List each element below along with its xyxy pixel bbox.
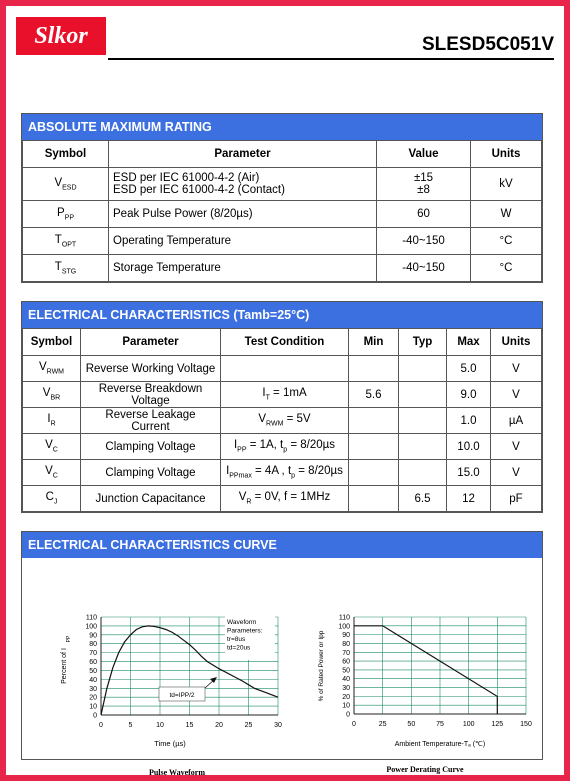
unit-cell: pF (491, 486, 542, 512)
unit-cell: V (491, 356, 542, 382)
col-header: Parameter (109, 141, 377, 168)
y-tick-label: 110 (338, 614, 350, 622)
legend-line: Parameters: (227, 627, 263, 635)
max-cell: 10.0 (447, 434, 491, 460)
y-tick-label: 110 (85, 614, 97, 622)
condition-cell: $V_R = 0V$, f = 1MHz (221, 486, 349, 512)
value-cell: -40~150 (377, 228, 471, 255)
elec-char-section (21, 301, 543, 513)
unit-cell: kV (471, 168, 542, 201)
condition-cell: $I_{PPmax} = 4A$ , $t_p = 8/20\mu s$ (221, 460, 349, 486)
curves-canvas (22, 559, 542, 777)
legend-line: Waveform (227, 619, 257, 626)
y-tick-label: 20 (342, 693, 350, 701)
min-cell (349, 434, 399, 460)
logo-text: Slkor (34, 23, 88, 49)
y-tick-label: 30 (342, 685, 350, 693)
chart-caption: Pulse Waveform (148, 768, 206, 777)
col-header: Test Condition (221, 329, 349, 356)
table-row (23, 486, 542, 512)
legend-line: td=20us (227, 644, 251, 652)
unit-cell: W (471, 201, 542, 228)
table-header-row (23, 329, 542, 356)
x-tick-label: 25 (244, 722, 253, 729)
min-cell (349, 486, 399, 512)
parameter-cell: Storage Temperature (109, 255, 377, 282)
table-row (23, 408, 542, 434)
chart-caption: Power Derating Curve (386, 765, 464, 774)
table-header-row (23, 141, 542, 168)
table-row (23, 434, 542, 460)
y-tick-label: 70 (342, 649, 350, 657)
x-tick-label: 30 (274, 722, 282, 729)
y-tick-label: 50 (342, 667, 350, 675)
typ-cell (399, 382, 447, 408)
x-tick-label: 10 (156, 722, 164, 729)
y-tick-label: 60 (342, 658, 350, 666)
y-tick-label: 0 (93, 712, 97, 720)
max-cell: 5.0 (447, 356, 491, 382)
parameter-cell: Peak Pulse Power (8/20µs) (109, 201, 377, 228)
x-tick-label: 25 (378, 721, 387, 728)
col-header: Parameter (81, 329, 221, 356)
unit-cell: V (491, 460, 542, 486)
y-tick-label: 10 (89, 703, 97, 711)
typ-cell (399, 356, 447, 382)
x-axis-label: Ambient Temperature-Tₐ (℃) (394, 741, 486, 748)
col-header: Typ (399, 329, 447, 356)
parameter-cell: Reverse Leakage Current (81, 408, 221, 434)
table-row (23, 356, 542, 382)
y-axis-label-subscript: PP (66, 635, 72, 643)
y-tick-label: 90 (89, 632, 97, 640)
y-tick-label: 80 (342, 640, 350, 648)
min-cell (349, 460, 399, 486)
brand-logo (16, 17, 106, 55)
col-header: Symbol (23, 141, 109, 168)
typ-cell: 6.5 (399, 486, 447, 512)
typ-cell (399, 460, 447, 486)
y-tick-label: 50 (89, 667, 97, 675)
x-axis-label: Time (µs) (154, 739, 186, 748)
symbol-cell: $P_{PP}$ (23, 201, 109, 228)
max-cell: 1.0 (447, 408, 491, 434)
annotation-label: td=IPP/2 (169, 692, 195, 699)
col-header: Max (447, 329, 491, 356)
y-tick-label: 0 (346, 711, 350, 719)
typ-cell (399, 434, 447, 460)
table-row (23, 168, 542, 201)
symbol-cell: $T_{STG}$ (23, 255, 109, 282)
y-tick-label: 100 (85, 623, 97, 631)
min-cell (349, 408, 399, 434)
unit-cell: V (491, 434, 542, 460)
condition-cell: $I_{PP} = 1A$, $t_p = 8/20\mu s$ (221, 434, 349, 460)
table-row (23, 201, 542, 228)
parameter-cell: ESD per IEC 61000-4-2 (Air) ESD per IEC 61000-4-2 (Contact) (109, 168, 377, 201)
min-cell: 5.6 (349, 382, 399, 408)
condition-cell: $V_{RWM} = 5V$ (221, 408, 349, 434)
parameter-cell: Junction Capacitance (81, 486, 221, 512)
unit-cell: °C (471, 228, 542, 255)
value-cell: ±15 ±8 (377, 168, 471, 201)
x-tick-label: 20 (215, 722, 223, 729)
x-tick-label: 125 (491, 721, 504, 728)
y-tick-label: 70 (89, 650, 97, 658)
symbol-cell: $I_R$ (23, 408, 81, 434)
y-axis-label: Percent of I (61, 648, 68, 684)
symbol-cell: $V_C$ (23, 434, 81, 460)
y-tick-label: 60 (89, 659, 97, 667)
max-cell: 9.0 (447, 382, 491, 408)
parameter-cell: Operating Temperature (109, 228, 377, 255)
condition-cell (221, 356, 349, 382)
x-tick-label: 150 (520, 721, 532, 728)
y-tick-label: 40 (89, 676, 97, 684)
table-row (23, 382, 542, 408)
max-cell: 15.0 (447, 460, 491, 486)
col-header: Value (377, 141, 471, 168)
elec-char-title: ELECTRICAL CHARACTERISTICS (Tamb=25°C) (22, 302, 542, 328)
parameter-cell: Reverse Breakdown Voltage (81, 382, 221, 408)
typ-cell (399, 408, 447, 434)
legend-line: tr=8us (227, 636, 246, 643)
parameter-cell: Clamping Voltage (81, 434, 221, 460)
y-tick-label: 40 (342, 676, 350, 684)
symbol-cell: $V_{ESD}$ (23, 168, 109, 201)
x-tick-label: 50 (407, 721, 416, 728)
y-tick-label: 90 (342, 632, 350, 640)
y-tick-label: 10 (342, 702, 350, 710)
min-cell (349, 356, 399, 382)
symbol-cell: $T_{OPT}$ (23, 228, 109, 255)
x-tick-label: 0 (352, 721, 356, 728)
max-cell: 12 (447, 486, 491, 512)
y-tick-label: 100 (338, 623, 350, 631)
parameter-cell: Reverse Working Voltage (81, 356, 221, 382)
elec-char-table (22, 328, 542, 512)
unit-cell: °C (471, 255, 542, 282)
y-axis-label: % of Rated Power or Ipp (318, 630, 325, 702)
y-tick-label: 30 (89, 685, 97, 693)
col-header: Min (349, 329, 399, 356)
x-tick-label: 15 (185, 722, 194, 729)
x-tick-label: 0 (99, 722, 103, 729)
value-cell: -40~150 (377, 255, 471, 282)
curves-section (21, 531, 543, 777)
value-cell: 60 (377, 201, 471, 228)
symbol-cell: $V_{BR}$ (23, 382, 81, 408)
y-tick-label: 20 (89, 694, 97, 702)
unit-cell: µA (491, 408, 542, 434)
curves-title: ELECTRICAL CHARACTERISTICS CURVE (22, 532, 542, 558)
symbol-cell: $V_{RWM}$ (23, 356, 81, 382)
condition-cell: $I_T = 1mA$ (221, 382, 349, 408)
parameter-cell: Clamping Voltage (81, 460, 221, 486)
header-rule (108, 58, 554, 60)
y-tick-label: 80 (89, 641, 97, 649)
unit-cell: V (491, 382, 542, 408)
document-title: SLESD5C051V (421, 34, 554, 55)
table-row (23, 255, 542, 282)
x-tick-label: 75 (436, 721, 444, 728)
abs-max-table (22, 140, 542, 282)
x-tick-label: 5 (128, 722, 133, 729)
abs-max-section (21, 113, 543, 283)
col-header: Units (491, 329, 542, 356)
symbol-cell: $C_J$ (23, 486, 81, 512)
abs-max-title: ABSOLUTE MAXIMUM RATING (22, 114, 542, 140)
x-tick-label: 100 (462, 721, 475, 728)
col-header: Units (471, 141, 542, 168)
table-row (23, 228, 542, 255)
col-header: Symbol (23, 329, 81, 356)
table-row (23, 460, 542, 486)
symbol-cell: $V_C$ (23, 460, 81, 486)
